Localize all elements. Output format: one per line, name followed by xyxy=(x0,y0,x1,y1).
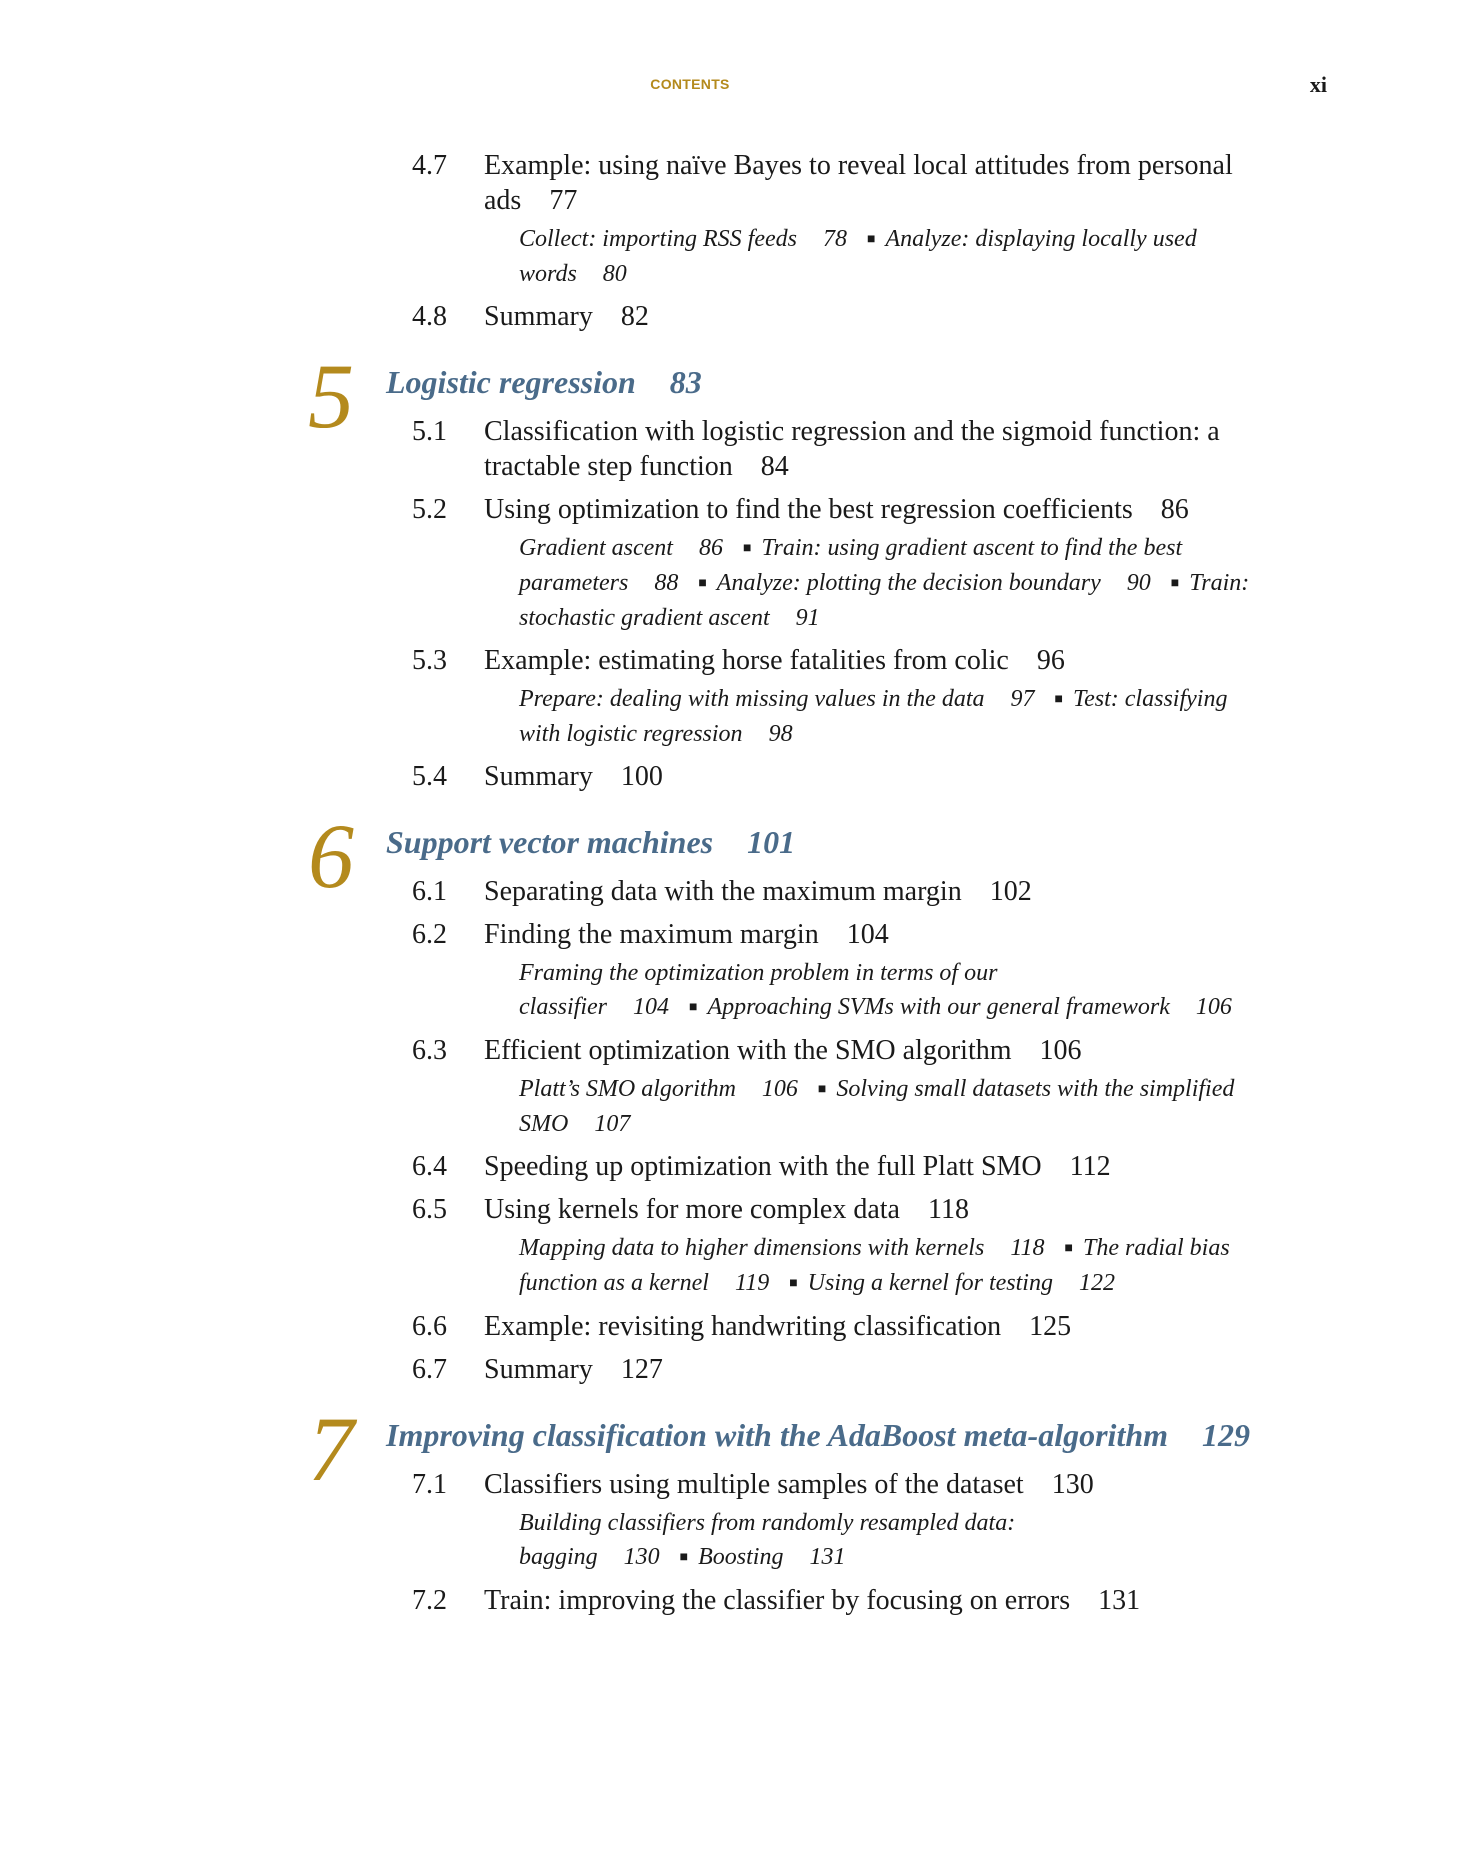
chapter-title-text: Support vector machines xyxy=(386,824,714,860)
section-title xyxy=(484,1192,1264,1227)
toc-section xyxy=(0,643,1475,751)
subsection-title: Boosting xyxy=(698,1544,784,1570)
section-page-number: 82 xyxy=(620,301,649,332)
subsection-list xyxy=(519,956,1259,1025)
section-entry[interactable] xyxy=(0,1352,1475,1387)
section-page-number: 127 xyxy=(620,1354,663,1385)
section-number: 7.1 xyxy=(412,1469,447,1500)
subsection-page-number: 78 xyxy=(822,226,847,252)
section-title-text: Efficient optimization with the SMO algorithm xyxy=(484,1035,1012,1066)
section-title-text: Train: improving the classifier by focusing on errors xyxy=(484,1585,1071,1616)
section-title xyxy=(484,759,1264,794)
section-title-text: Using kernels for more complex data xyxy=(484,1194,900,1225)
subsection-page-number: 106 xyxy=(761,1076,798,1102)
subsection-title: Analyze: displaying locally used words xyxy=(519,226,1197,287)
section-title xyxy=(484,492,1264,527)
section-number: 6.3 xyxy=(412,1035,447,1066)
toc-section xyxy=(0,1149,1475,1184)
section-title xyxy=(484,1309,1264,1344)
subsection-title: Approaching SVMs with our general framework xyxy=(707,994,1170,1020)
bullet-separator: ■ xyxy=(1064,1241,1073,1256)
toc-section xyxy=(0,1033,1475,1141)
section-title xyxy=(484,1149,1264,1184)
subsection-title: Analyze: plotting the decision boundary xyxy=(716,570,1101,596)
subsection-list xyxy=(519,531,1259,635)
toc-section xyxy=(0,414,1475,484)
section-title-text: Summary xyxy=(484,301,593,332)
toc-section xyxy=(0,1352,1475,1387)
bullet-separator: ■ xyxy=(742,541,752,556)
section-title xyxy=(484,1033,1264,1068)
section-title-text: Example: revisiting handwriting classification xyxy=(484,1311,1002,1342)
section-entry[interactable] xyxy=(0,148,1475,218)
section-entry[interactable] xyxy=(0,874,1475,909)
section-number: 6.6 xyxy=(412,1311,447,1342)
section-title-text: Classification with logistic regression and the sigmoid function: a tractable step function xyxy=(484,416,1220,482)
chapter-block xyxy=(0,148,1475,334)
section-number: 6.5 xyxy=(412,1194,447,1225)
section-title-text: Separating data with the maximum margin xyxy=(484,876,962,907)
chapter-page-number: 83 xyxy=(669,364,702,400)
subsection-page-number: 119 xyxy=(734,1270,770,1296)
bullet-separator: ■ xyxy=(679,1550,689,1565)
chapter-title-text: Improving classification with the AdaBoost meta-algorithm xyxy=(386,1417,1169,1453)
section-title xyxy=(484,148,1264,218)
subsection-entry[interactable] xyxy=(717,570,1161,596)
subsection-list xyxy=(519,222,1259,291)
section-entry[interactable] xyxy=(0,759,1475,794)
toc-section xyxy=(0,917,1475,1025)
subsection-title: Gradient ascent xyxy=(519,535,673,561)
subsection-title: Train: stochastic gradient ascent xyxy=(519,570,1250,631)
subsection-page-number: 90 xyxy=(1126,570,1151,596)
section-page-number: 100 xyxy=(620,761,663,792)
section-number: 6.7 xyxy=(412,1354,447,1385)
section-title xyxy=(484,874,1264,909)
section-number: 5.1 xyxy=(412,416,447,447)
subsection-page-number: 118 xyxy=(1010,1235,1045,1261)
section-entry[interactable] xyxy=(0,917,1475,952)
subsection-title: Prepare: dealing with missing values in the data xyxy=(519,686,985,712)
section-page-number: 130 xyxy=(1051,1469,1094,1500)
subsection-title: Platt’s SMO algorithm xyxy=(519,1076,736,1102)
subsection-title: Framing the optimization problem in terms of our classifier xyxy=(519,960,998,1020)
section-title xyxy=(484,1352,1264,1387)
section-title-text: Example: using naïve Bayes to reveal local attitudes from personal ads xyxy=(484,150,1233,216)
subsection-page-number: 88 xyxy=(654,570,679,596)
toc-section xyxy=(0,148,1475,291)
subsection-title: Test: classifying with logistic regression xyxy=(519,686,1228,747)
section-title-text: Summary xyxy=(484,1354,593,1385)
chapter-number: 7 xyxy=(308,1398,354,1500)
bullet-separator: ■ xyxy=(1170,576,1180,591)
chapter-title-text: Logistic regression xyxy=(386,364,636,400)
section-number: 5.4 xyxy=(412,761,447,792)
section-number: 5.2 xyxy=(412,494,447,525)
section-page-number: 131 xyxy=(1098,1585,1141,1616)
section-entry[interactable] xyxy=(0,1192,1475,1227)
section-entry[interactable] xyxy=(0,492,1475,527)
chapter-page-number: 101 xyxy=(747,824,796,860)
section-title-text: Speeding up optimization with the full Platt SMO xyxy=(484,1151,1042,1182)
chapter-block xyxy=(0,345,1475,794)
subsection-title: Collect: importing RSS feeds xyxy=(519,226,797,252)
running-head: CONTENTS xyxy=(650,76,730,92)
subsection-entry[interactable] xyxy=(519,1076,808,1102)
section-title-text: Using optimization to find the best regression coefficients xyxy=(484,494,1133,525)
section-entry[interactable] xyxy=(0,299,1475,334)
subsection-page-number: 122 xyxy=(1078,1270,1115,1296)
table-of-contents xyxy=(0,140,1475,1618)
chapter-title xyxy=(386,364,702,401)
subsection-title: Building classifiers from randomly resampled data: bagging xyxy=(519,1510,1016,1570)
bullet-separator: ■ xyxy=(817,1082,827,1097)
toc-section xyxy=(0,1583,1475,1618)
section-number: 6.2 xyxy=(412,919,447,950)
toc-section xyxy=(0,874,1475,909)
subsection-entry[interactable] xyxy=(519,226,857,252)
bullet-separator: ■ xyxy=(866,232,876,247)
toc-section xyxy=(0,299,1475,334)
section-page-number: 86 xyxy=(1160,494,1189,525)
section-title xyxy=(484,1583,1264,1618)
toc-section xyxy=(0,1192,1475,1301)
bullet-separator: ■ xyxy=(1054,692,1063,707)
section-entry[interactable] xyxy=(0,1583,1475,1618)
section-entry[interactable] xyxy=(0,414,1475,484)
section-page-number: 118 xyxy=(927,1194,969,1225)
toc-section xyxy=(0,492,1475,635)
chapter-block xyxy=(0,1398,1475,1618)
section-number: 4.7 xyxy=(412,150,447,181)
section-entry[interactable] xyxy=(0,1309,1475,1344)
section-entry[interactable] xyxy=(0,1467,1475,1502)
subsection-page-number: 97 xyxy=(1010,686,1035,712)
section-page-number: 125 xyxy=(1029,1311,1072,1342)
section-title xyxy=(484,299,1264,334)
chapter-block xyxy=(0,805,1475,1387)
toc-section xyxy=(0,1467,1475,1575)
subsection-page-number: 86 xyxy=(698,535,723,561)
subsection-page-number: 107 xyxy=(594,1111,631,1137)
page-number: xi xyxy=(1309,72,1327,97)
section-title xyxy=(484,643,1264,678)
bullet-separator: ■ xyxy=(789,1276,798,1291)
chapter-number: 6 xyxy=(308,805,354,907)
toc-section xyxy=(0,759,1475,794)
section-page-number: 112 xyxy=(1069,1151,1111,1182)
section-title-text: Classifiers using multiple samples of the dataset xyxy=(484,1469,1024,1500)
subsection-title: Train: using gradient ascent to find the best parameters xyxy=(519,535,1183,596)
section-title-text: Finding the maximum margin xyxy=(484,919,819,950)
subsection-list xyxy=(519,1506,1259,1575)
subsection-title: Using a kernel for testing xyxy=(807,1270,1053,1296)
section-page-number: 102 xyxy=(989,876,1032,907)
section-title xyxy=(484,1467,1264,1502)
subsection-entry[interactable] xyxy=(698,1544,855,1570)
subsection-title: Solving small datasets with the simplified SMO xyxy=(519,1076,1235,1137)
chapter-number: 5 xyxy=(308,345,354,447)
section-entry[interactable] xyxy=(0,643,1475,678)
section-entry[interactable] xyxy=(0,1149,1475,1184)
section-page-number: 106 xyxy=(1039,1035,1082,1066)
subsection-page-number: 98 xyxy=(768,721,793,747)
section-entry[interactable] xyxy=(0,1033,1475,1068)
section-page-number: 96 xyxy=(1036,645,1065,676)
subsection-entry[interactable] xyxy=(519,1235,1055,1261)
section-number: 5.3 xyxy=(412,645,447,676)
subsection-entry[interactable] xyxy=(519,535,733,561)
section-page-number: 84 xyxy=(760,451,789,482)
subsection-list xyxy=(519,1072,1259,1141)
section-page-number: 104 xyxy=(846,919,889,950)
chapter-title xyxy=(386,824,795,861)
section-title xyxy=(484,917,1264,952)
subsection-page-number: 131 xyxy=(809,1544,846,1570)
section-title xyxy=(484,414,1264,484)
section-number: 6.1 xyxy=(412,876,447,907)
subsection-entry[interactable] xyxy=(707,994,1241,1020)
section-title-text: Example: estimating horse fatalities from colic xyxy=(484,645,1009,676)
subsection-list xyxy=(519,1231,1259,1301)
subsection-page-number: 80 xyxy=(602,261,627,287)
bullet-separator: ■ xyxy=(689,1000,698,1015)
subsection-page-number: 130 xyxy=(623,1544,660,1570)
section-title-text: Summary xyxy=(484,761,593,792)
section-page-number: 77 xyxy=(549,185,578,216)
subsection-page-number: 106 xyxy=(1195,994,1232,1020)
subsection-entry[interactable] xyxy=(519,686,1045,712)
chapter-title xyxy=(386,1417,1250,1454)
section-number: 7.2 xyxy=(412,1585,447,1616)
section-number: 4.8 xyxy=(412,301,447,332)
subsection-title: The radial bias function as a kernel xyxy=(519,1235,1230,1296)
toc-section xyxy=(0,1309,1475,1344)
bullet-separator: ■ xyxy=(698,576,707,591)
subsection-title: Mapping data to higher dimensions with kernels xyxy=(519,1235,985,1261)
subsection-page-number: 104 xyxy=(633,994,669,1020)
subsection-entry[interactable] xyxy=(808,1270,1125,1296)
subsection-page-number: 91 xyxy=(795,605,820,631)
chapter-page-number: 129 xyxy=(1202,1417,1251,1453)
section-number: 6.4 xyxy=(412,1151,447,1182)
subsection-list xyxy=(519,682,1259,751)
